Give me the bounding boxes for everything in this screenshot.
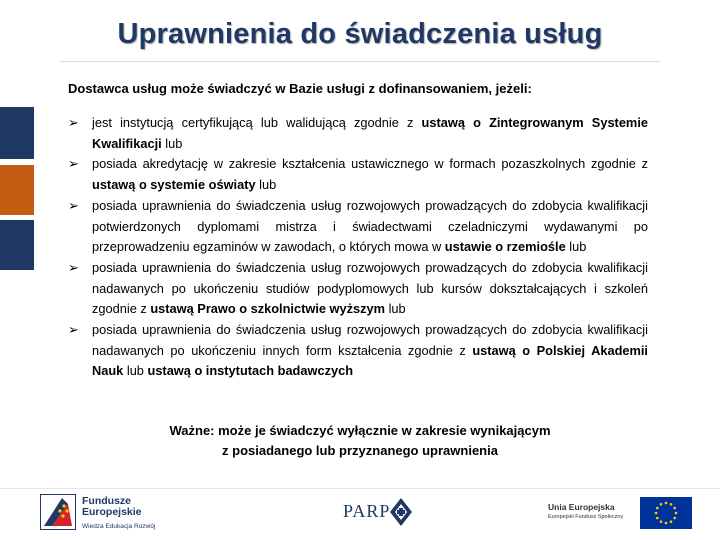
list-item-text: jest instytucją certyfikującą lub walidującą zgodnie z [92,115,422,130]
unia-europejska-logo [540,494,700,530]
side-accent-navy-top [0,107,34,159]
list-item-text: lub [123,363,148,379]
arrow-bullet-icon: ➢ [68,156,79,172]
list-item-text: lub [255,177,277,193]
list-item-text: lub [385,301,406,317]
eu-flag-icon [640,497,692,529]
important-line-1: Ważne: może je świadczyć wyłącznie w zakresie wynikającym [169,423,551,438]
list-item-law: ustawą Prawo o szkolnictwie wyższym [150,301,386,317]
ue-text [548,502,623,522]
parp-logo-icon [389,497,413,527]
side-accent-navy-bottom [0,220,34,270]
list-item-law: ustawie o rzemiośle [444,239,566,255]
page-title: Uprawnienia do świadczenia usług [117,18,603,50]
ue-line2: Europejski Fundusz Społeczny [548,514,624,520]
parp-text: PARP [343,501,391,521]
arrow-bullet-icon: ➢ [68,197,79,213]
parp-logo [343,497,443,527]
list-item-law: ustawą o systemie oświaty [92,177,256,193]
fe-sub: Wiedza Edukacja Rozwój [82,523,156,530]
list-item-text: lub [565,239,587,255]
side-accent-orange [0,165,34,215]
intro-text: Dostawca usług może świadczyć w Bazie usługi z dofinansowaniem, jeżeli: [68,81,532,96]
arrow-bullet-icon: ➢ [68,259,79,275]
list-item-text: posiada uprawnienia do świadczenia usług rozwojowych prowadzących do zdobycia kwalifikacji potwierdzonych dyplomami mistrza i świadectwami czeladniczymi wydawanymi po przeprowadzeniu egzaminów w zawodach, o których mowa w [92,197,648,255]
ue-line1: Unia Europejska [548,502,615,512]
list-item [68,258,648,320]
fundusze-europejskie-logo [40,494,190,532]
list-item-law: ustawą o instytutach badawczych [147,363,354,379]
arrow-bullet-icon: ➢ [68,115,79,130]
fe-line1: Fundusze [82,495,131,507]
list-item [68,196,648,258]
list-item [68,113,648,154]
conditions-list [68,113,648,382]
arrow-bullet-icon: ➢ [68,322,79,338]
list-item-text: posiada uprawnienia do świadczenia usług rozwojowych prowadzących do zdobycia kwalifikacji nadawanych po ukończeniu innych form kształcenia zgodnie z [92,322,648,358]
footer-divider [0,488,720,489]
title-divider [60,61,660,62]
important-note [0,421,720,461]
list-item-law: ustawą o Zintegrowanym Systemie Kwalifikacji [92,115,648,151]
list-item [68,320,648,382]
fe-text [82,496,155,532]
fundusze-europejskie-logo-icon [40,494,76,530]
important-line-2: z posiadanego lub przyznanego uprawnienia [222,443,498,458]
list-item-text: posiada uprawnienia do świadczenia usług rozwojowych prowadzących do zdobycia kwalifikacji nadawanych po ukończeniu studiów podyplomowych lub kursów dokształcających i szkoleń zgodnie z [92,259,648,317]
list-item-law: ustawą o Polskiej Akademii Nauk [92,342,648,379]
list-item [68,154,648,195]
fe-line2: Europejskie [82,506,142,518]
list-item-text: posiada akredytację w zakresie kształcenia ustawicznego w formach pozaszkolnych zgodnie z [92,156,648,172]
list-item-text: lub [161,135,183,151]
